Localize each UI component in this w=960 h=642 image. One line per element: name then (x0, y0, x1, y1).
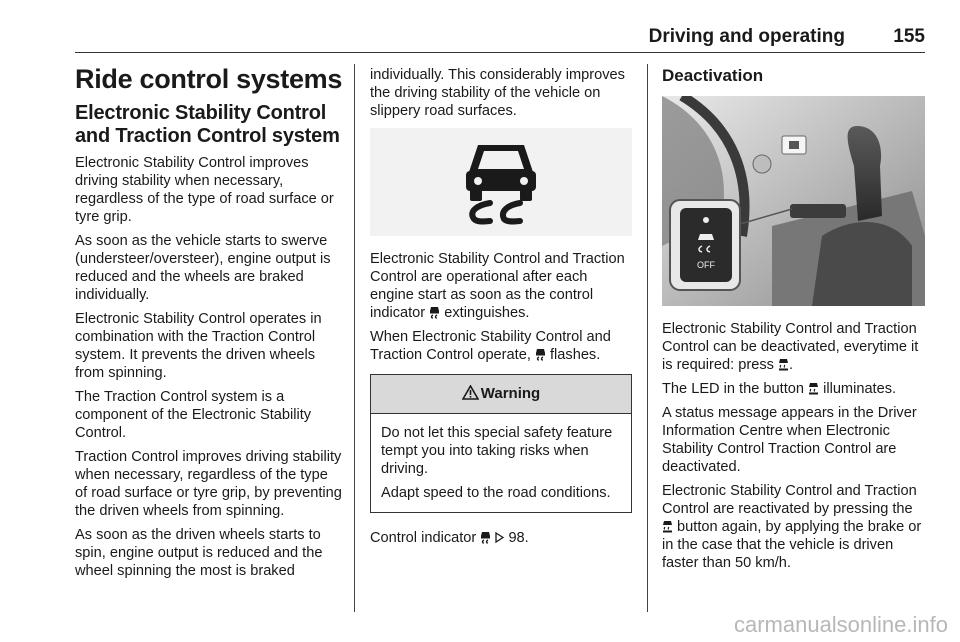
paragraph: Electronic Stability Control and Traction Control are operational after each engine start as soon as the control indicator extinguishes. (370, 251, 625, 321)
column-1 (75, 60, 343, 586)
off-button-label: OFF (697, 260, 715, 270)
paragraph: As soon as the vehicle starts to swerve (understeer/oversteer), engine output is reduced and the wheels are braked individually. (75, 233, 331, 303)
esc-off-button-icon (778, 358, 789, 371)
esc-off-button-icon (808, 382, 819, 395)
esc-indicator-icon (535, 348, 546, 361)
paragraph: The LED in the button illuminates. (662, 381, 897, 397)
esc-indicator-icon (480, 531, 491, 544)
column-2 (370, 66, 632, 553)
esc-indicator-icon (429, 306, 440, 319)
paragraph: Electronic Stability Control operates in combination with the Traction Control system. It prevents the driven wheels from spinning. (75, 311, 322, 381)
esc-traction-control-icon (370, 128, 632, 236)
section-title: Driving and operating (648, 26, 845, 47)
section-subtitle: Electronic Stability Control and Traction Control system (75, 102, 340, 147)
paragraph: Electronic Stability Control improves driving stability when necessary, regardless of the type of road surface or tyre grip. (75, 155, 334, 225)
column-3 (662, 66, 925, 578)
paragraph: individually. This considerably improves the driving stability of the vehicle on slippery road surfaces. (370, 67, 625, 119)
paragraph: As soon as the driven wheels starts to spin, engine output is reduced and the wheel spinning the most is braked (75, 527, 323, 579)
column-divider (647, 64, 648, 612)
column-divider (354, 64, 355, 612)
paragraph: A status message appears in the Driver Information Centre when Electronic Stability Control Traction Control are deactivated. (662, 405, 917, 475)
cross-reference: Control indicator 98. (370, 530, 529, 546)
page-header (75, 26, 925, 50)
page-title: Ride control systems (75, 64, 343, 94)
warning-header: Warning (371, 375, 631, 414)
warning-icon (462, 385, 479, 400)
paragraph: Do not let this special safety feature tempt you into taking risks when driving. (381, 425, 613, 477)
site-watermark: carmanualsonline.info (733, 612, 948, 637)
paragraph: The Traction Control system is a component of the Electronic Stability Control. (75, 389, 312, 441)
warning-box (370, 374, 632, 513)
paragraph: When Electronic Stability Control and Traction Control operate, flashes. (370, 329, 611, 363)
center-console-photo (662, 96, 925, 306)
paragraph: Traction Control improves driving stability when necessary, regardless of the type of road surface or tyre grip, by preventing the driven wheels from spinning. (75, 449, 342, 519)
warning-body (371, 414, 631, 512)
page-number: 155 (893, 26, 925, 47)
paragraph: Adapt speed to the road conditions. (381, 485, 611, 501)
header-divider (75, 52, 925, 53)
deactivation-heading: Deactivation (662, 66, 764, 85)
paragraph: Electronic Stability Control and Traction Control can be deactivated, everytime it is required: press . (662, 321, 919, 373)
paragraph: Electronic Stability Control and Traction Control are reactivated by pressing the button again, by applying the brake or in the case that the vehicle is driven faster than 50 km/h. (662, 483, 922, 571)
esc-off-button-icon (662, 520, 673, 533)
